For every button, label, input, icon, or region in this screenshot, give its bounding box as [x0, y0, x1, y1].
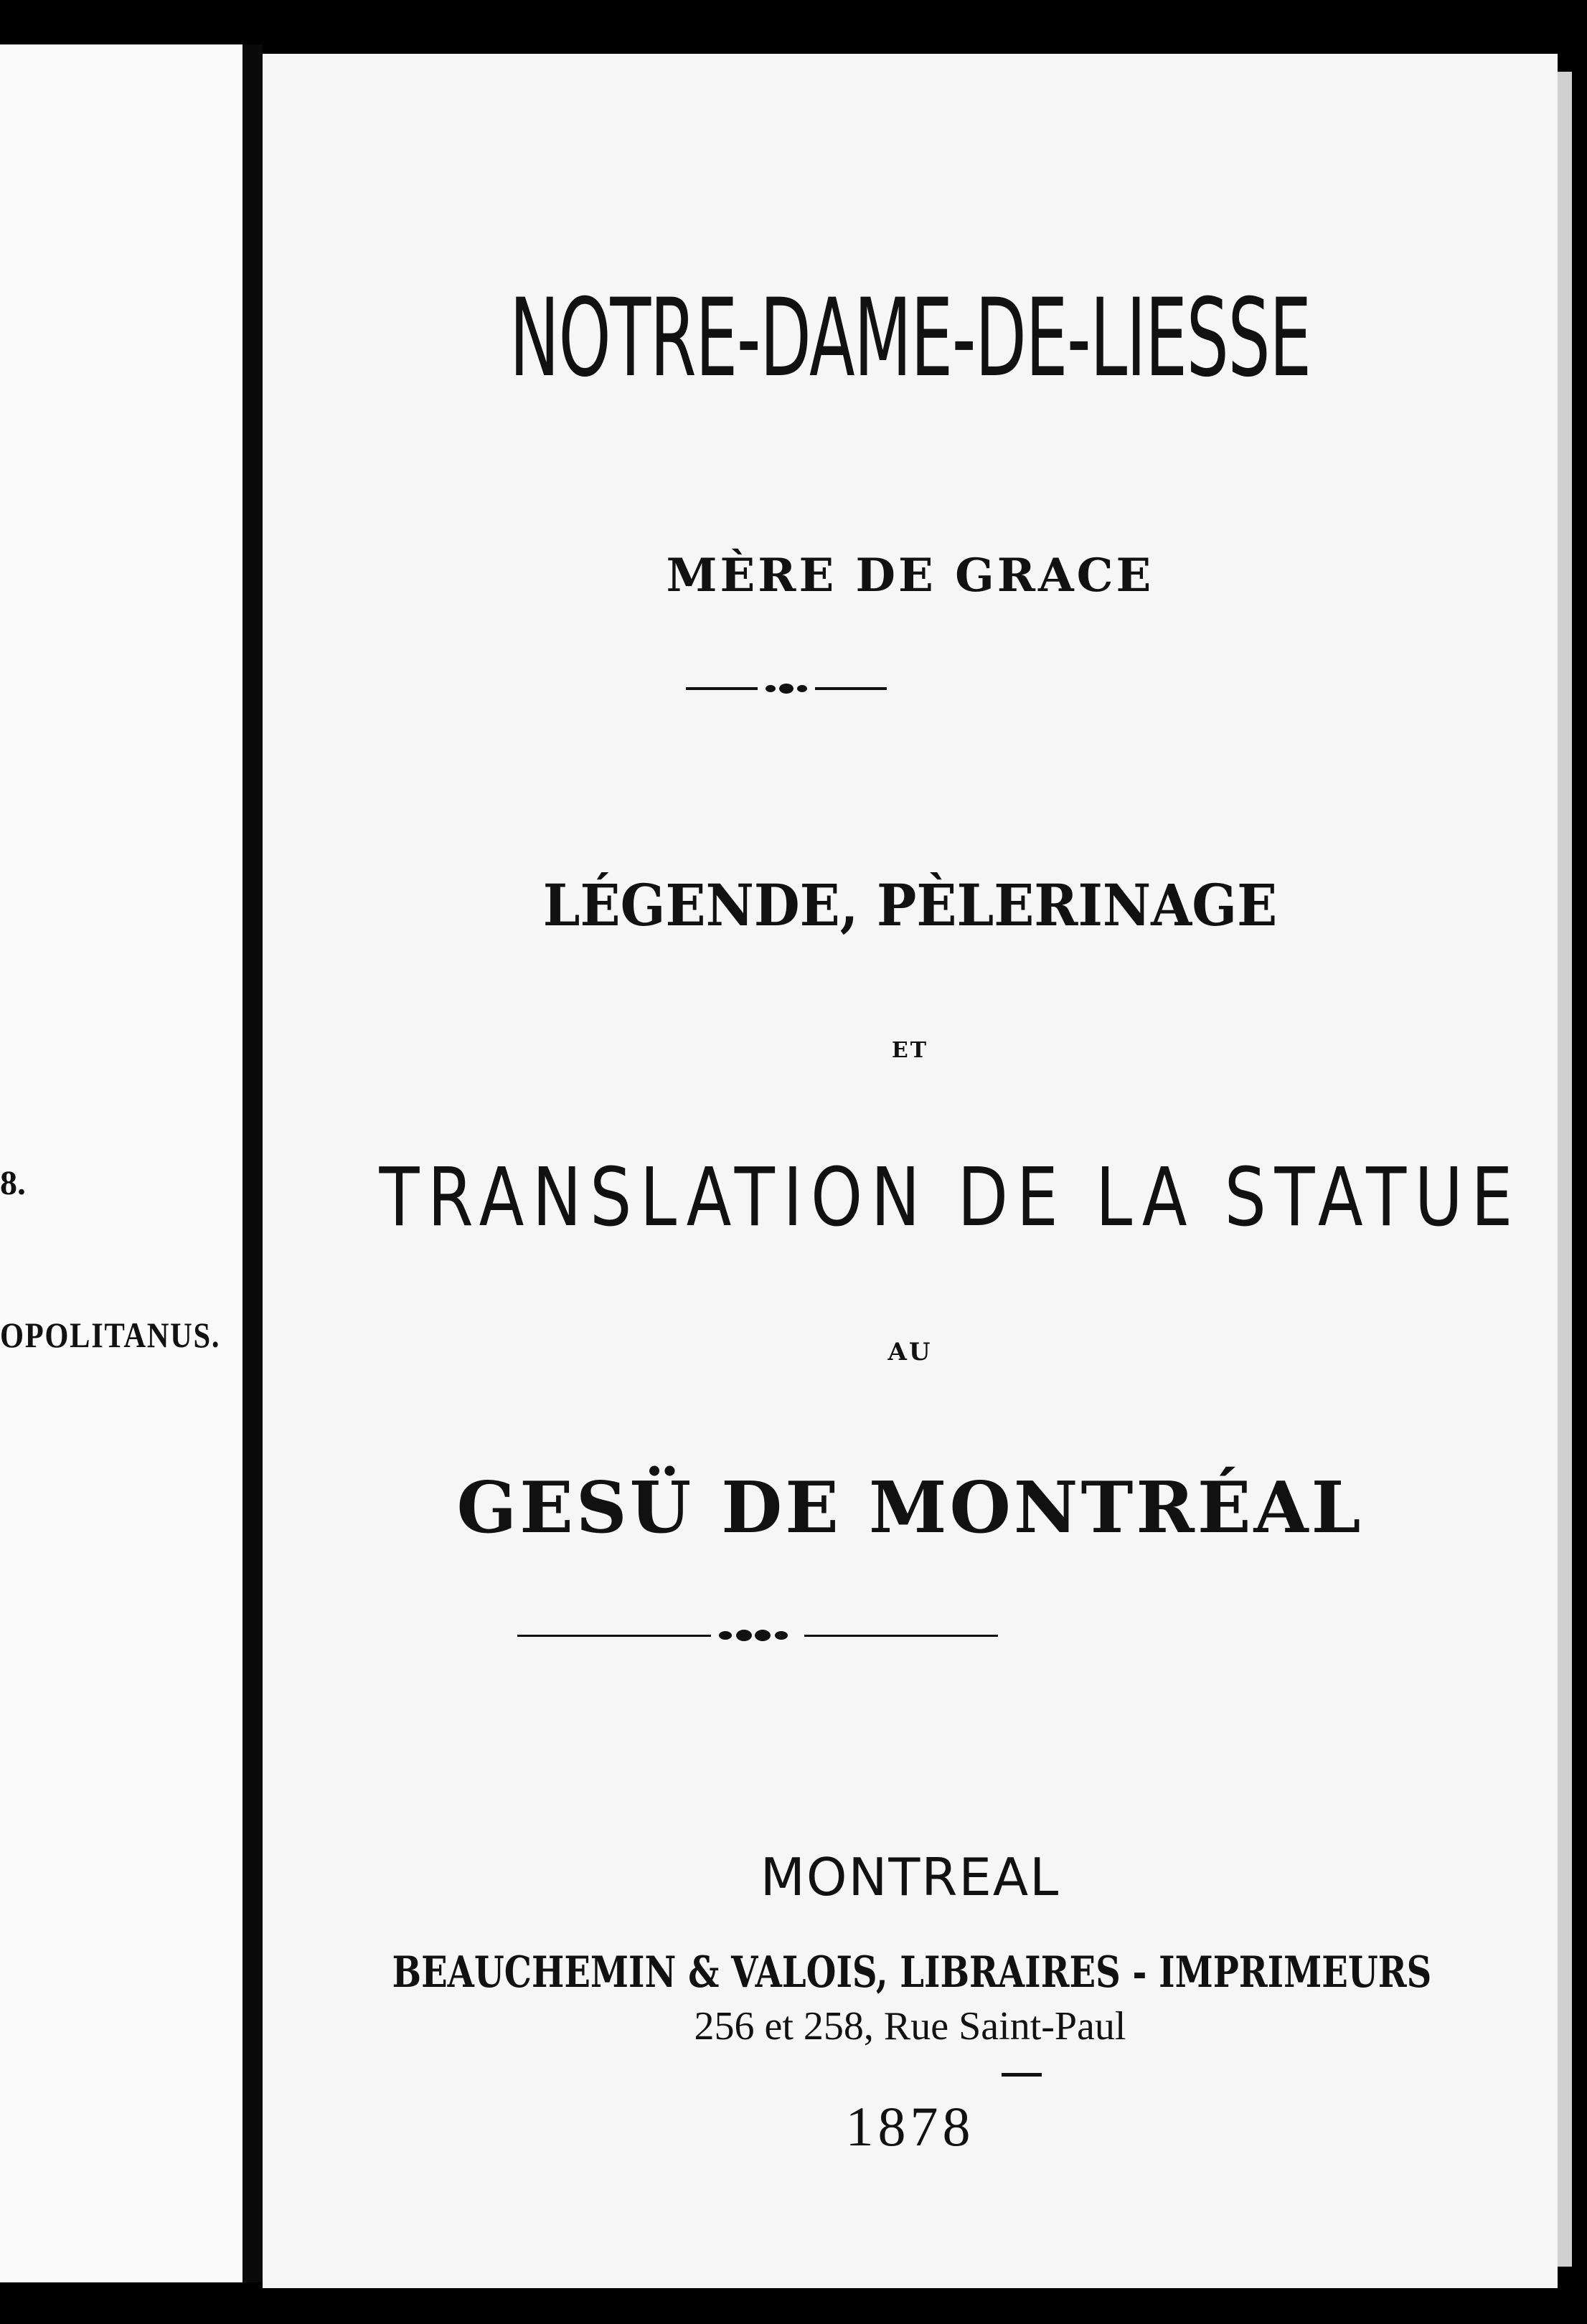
book-spine: [242, 44, 263, 2282]
book-subtitle: MÈRE DE GRACE: [666, 549, 1154, 603]
translation-line: TRANSLATION DE LA STATUE: [379, 1151, 1521, 1244]
left-page: [0, 44, 244, 2282]
place-line: GESÜ DE MONTRÉAL: [456, 1467, 1364, 1549]
conjunction: ET: [891, 1038, 929, 1063]
left-page-fragment: OPOLITANUS.: [0, 1315, 221, 1355]
short-rule: [1002, 2073, 1042, 2077]
imprint-year: 1878: [845, 2095, 975, 2158]
left-page-fragment: 8.: [0, 1164, 26, 1202]
legend-line: LÉGENDE, PÈLERINAGE: [542, 872, 1278, 939]
page-edge: [1558, 72, 1572, 2267]
imprint-address: 256 et 258, Rue Saint-Paul: [694, 2004, 1126, 2049]
preposition: AU: [887, 1338, 933, 1366]
imprint-publisher: BEAUCHEMIN & VALOIS, LIBRAIRES - IMPRIMEURS: [392, 1947, 1432, 1998]
imprint-city: MONTREAL: [760, 1847, 1060, 1907]
book-title: NOTRE-DAME-DE-LIESSE: [509, 276, 1311, 401]
ornament-divider: [686, 678, 887, 699]
title-page: [263, 54, 1558, 2288]
ornament-divider: [517, 1625, 998, 1646]
